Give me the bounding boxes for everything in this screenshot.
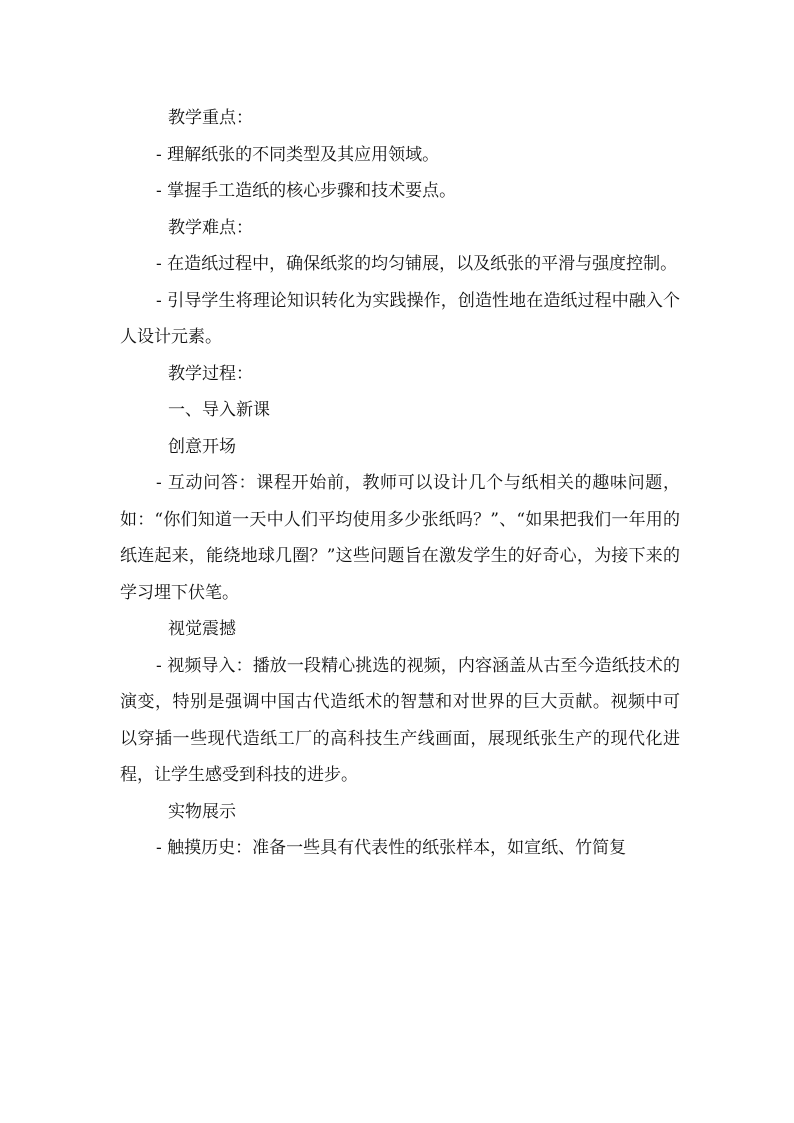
paragraph-interactive-qa: - 互动问答：课程开始前，教师可以设计几个与纸相关的趣味问题，如：“你们知道一天中人们平均使用多少张纸吗？”、“如果把我们一年用的纸连起来，能绕地球几圈？”这些问题旨在激发学生的好奇心，为接下来的学习埋下伏笔。 — [120, 473, 680, 603]
subsection-heading-intro: 一、导入新课 — [168, 400, 270, 420]
section-heading-difficulties: 教学难点： — [168, 217, 253, 238]
list-item-pulp-control: - 在造纸过程中，确保纸浆的均匀铺展，以及纸张的平滑与强度控制。 — [156, 254, 678, 274]
list-item-core-steps: - 掌握手工造纸的核心步骤和技术要点。 — [156, 181, 457, 201]
subsection-heading-object-display: 实物展示 — [168, 801, 236, 822]
subsection-heading-creative-opening: 创意开场 — [168, 436, 236, 457]
section-heading-process: 教学过程： — [168, 363, 253, 384]
section-heading-key-points: 教学重点： — [168, 108, 253, 128]
subsection-heading-visual-impact: 视觉震撼 — [168, 619, 236, 639]
list-item-practice: - 引导学生将理论知识转化为实践操作，创造性地在造纸过程中融入个人设计元素。 — [120, 290, 680, 347]
paragraph-video-intro: - 视频导入：播放一段精心挑选的视频，内容涵盖从古至今造纸技术的演变，特别是强调中国古代造纸术的智慧和对世界的巨大贡献。视频中可以穿插一些现代造纸工厂的高科技生产线画面，展现纸张生产的现代化进程，让学生感受到科技的进步。 — [120, 655, 680, 785]
list-item-paper-types: - 理解纸张的不同类型及其应用领域。 — [156, 144, 440, 165]
paragraph-touch-history: - 触摸历史：准备一些具有代表性的纸张样本，如宣纸、竹简复 — [156, 838, 627, 858]
document-body — [120, 100, 680, 867]
